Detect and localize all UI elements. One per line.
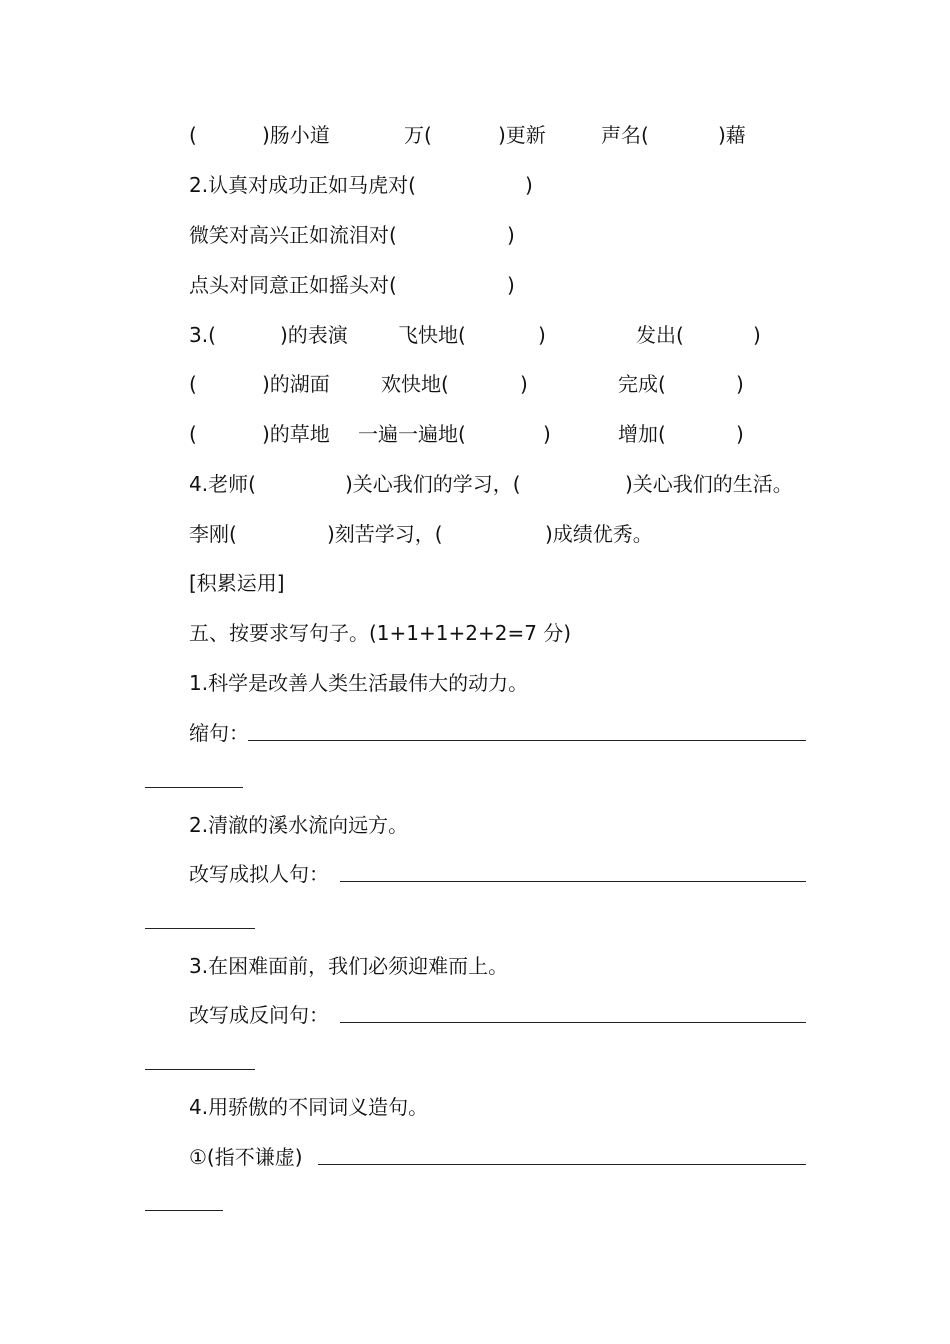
q4-line1-p3: )关心我们的生活。: [625, 472, 793, 496]
q3-r1-b-close: ): [538, 323, 546, 347]
q3-r3-a-open: (: [189, 422, 197, 446]
q2-line1-open: 2.认真对成功正如马虎对(: [189, 173, 416, 197]
s2-answer-line[interactable]: [340, 881, 806, 882]
q1-a-open: (: [189, 123, 197, 147]
s1-answer-line-cont[interactable]: [145, 787, 243, 788]
s4-prompt: ①(指不谦虚): [189, 1145, 303, 1169]
q3-r3-a-close: )的草地: [262, 422, 330, 446]
q3-r2-b-close: ): [520, 372, 528, 396]
q3-r3-b-open: 一遍一遍地(: [358, 422, 466, 446]
s3-answer-line[interactable]: [340, 1022, 806, 1023]
q3-r2-a-close: )的湖面: [262, 372, 330, 396]
s4-answer-line-cont[interactable]: [145, 1210, 223, 1211]
q1-c-close: )藉: [718, 123, 746, 147]
section-label: [积累运用]: [189, 571, 285, 595]
q3-r1-a-open: 3.(: [189, 323, 216, 347]
q3-r1-c-open: 发出(: [636, 323, 684, 347]
q2-line1-close: ): [525, 173, 533, 197]
q1-c-open: 声名(: [601, 123, 649, 147]
s1-prompt: 缩句：: [189, 721, 249, 745]
q3-r1-c-close: ): [753, 323, 761, 347]
s3-answer-line-cont[interactable]: [145, 1069, 255, 1070]
s3-prompt: 改写成反问句：: [189, 1003, 329, 1027]
s1-answer-line[interactable]: [248, 740, 806, 741]
q3-r2-b-open: 欢快地(: [381, 372, 449, 396]
q3-r2-c-open: 完成(: [618, 372, 666, 396]
s2-sentence: 2.清澈的溪水流向远方。: [189, 813, 409, 837]
s4-sentence: 4.用骄傲的不同词义造句。: [189, 1095, 429, 1119]
q2-line2-close: ): [507, 223, 515, 247]
q1-b-close: )更新: [498, 123, 546, 147]
s2-prompt: 改写成拟人句：: [189, 862, 329, 886]
q2-line3-close: ): [507, 273, 515, 297]
q2-line2-open: 微笑对高兴正如流泪对(: [189, 223, 397, 247]
q3-r1-a-close: )的表演: [280, 323, 348, 347]
q4-line1-p2: )关心我们的学习，(: [345, 472, 521, 496]
q3-r3-c-close: ): [736, 422, 744, 446]
section5-title: 五、按要求写句子。(1+1+1+2+2=7 分): [189, 621, 572, 645]
q4-line1-p1: 4.老师(: [189, 472, 256, 496]
q3-r3-b-close: ): [543, 422, 551, 446]
q1-a-close: )肠小道: [262, 123, 330, 147]
q3-r2-a-open: (: [189, 372, 197, 396]
q4-line2-p1: 李刚(: [189, 522, 237, 546]
q3-r1-b-open: 飞快地(: [398, 323, 466, 347]
q4-line2-p2: )刻苦学习，(: [327, 522, 443, 546]
s2-answer-line-cont[interactable]: [145, 928, 255, 929]
s3-sentence: 3.在困难面前，我们必须迎难而上。: [189, 954, 509, 978]
q3-r2-c-close: ): [736, 372, 744, 396]
q4-line2-p3: )成绩优秀。: [545, 522, 653, 546]
q3-r3-c-open: 增加(: [618, 422, 666, 446]
q2-line3-open: 点头对同意正如摇头对(: [189, 273, 397, 297]
s1-sentence: 1.科学是改善人类生活最伟大的动力。: [189, 671, 529, 695]
s4-answer-line[interactable]: [318, 1164, 806, 1165]
q1-b-open: 万(: [404, 123, 432, 147]
